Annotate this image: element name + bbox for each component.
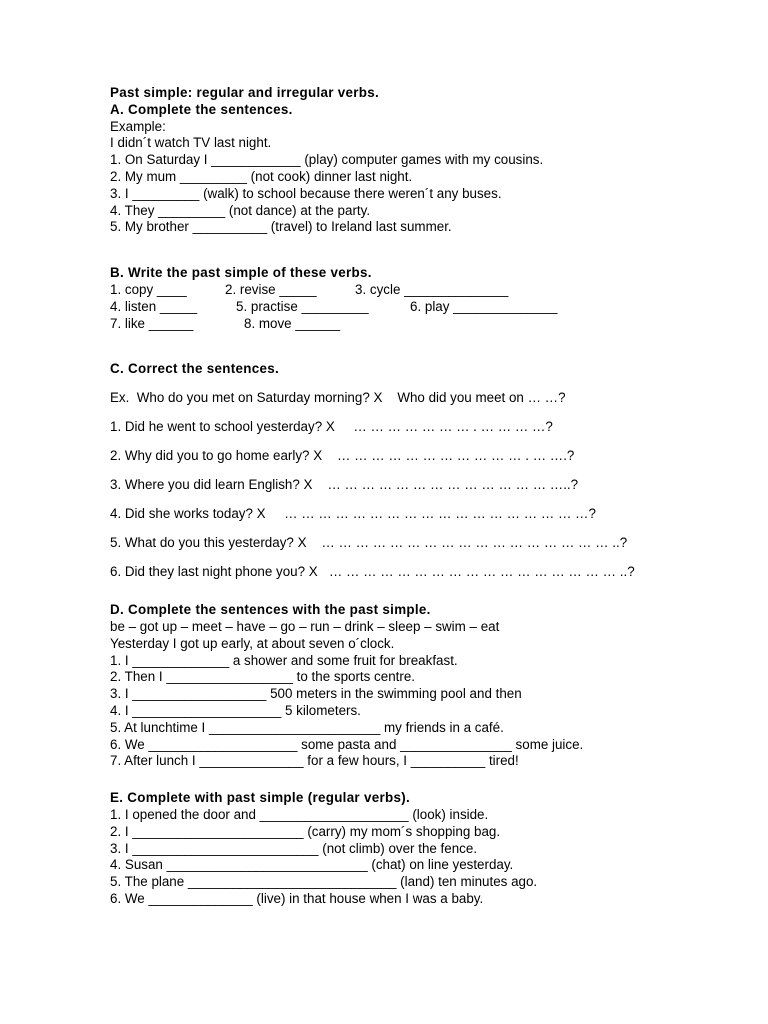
correction-answer-line: … … … … … … … . … … … …?: [353, 419, 553, 435]
verb-item: 6. play ______________: [410, 298, 558, 314]
correction-answer-line: … … … … … … … … … … … … … … … … … ..?: [321, 535, 628, 551]
exercise-item: 2. My mum _________ (not cook) dinner last night.: [110, 168, 413, 184]
correction-item: [110, 477, 750, 494]
exercise-item: 1. I _____________ a shower and some fruit for breakfast.: [110, 652, 458, 668]
section-a-heading: A. Complete the sentences.: [110, 101, 293, 117]
correction-item: [110, 535, 750, 552]
correction-sentence: 5. What do you this yesterday? X: [110, 535, 307, 551]
section-b: [110, 265, 750, 332]
correction-sentence: 1. Did he went to school yesterday? X: [110, 419, 335, 435]
exercise-item: 5. The plane ____________________________ (land) ten minutes ago.: [110, 874, 538, 890]
example-sentence: I didn´t watch TV last night.: [110, 135, 272, 151]
correction-example: [110, 390, 750, 407]
exercise-item: 6. We ______________ (live) in that house when I was a baby.: [110, 890, 484, 906]
verb-item: 8. move ______: [244, 315, 341, 331]
verb-row: [110, 316, 750, 333]
correction-item: [110, 448, 750, 465]
correction-sentence: 3. Where you did learn English? X: [110, 477, 313, 493]
exercise-item: 4. They _________ (not dance) at the party.: [110, 202, 371, 218]
correction-answer-line: … … … … … … … … … … … … … … … … … …?: [284, 506, 596, 522]
verb-item: 2. revise _____: [225, 281, 317, 297]
word-bank: be – got up – meet – have – go – run – drink – sleep – swim – eat: [110, 619, 500, 635]
section-d-heading: D. Complete the sentences with the past simple.: [110, 602, 431, 618]
verb-item: 3. cycle ______________: [355, 281, 509, 297]
correction-answer-line: … … … … … … … … … … … … … … … … … ..?: [328, 564, 635, 580]
exercise-item: 3. I __________________ 500 meters in the swimming pool and then: [110, 686, 522, 702]
section-a: [110, 102, 750, 236]
exercise-item: 7. After lunch I ______________ for a few hours, I __________ tired!: [110, 753, 519, 769]
verb-item: 4. listen _____: [110, 298, 198, 314]
section-b-heading: B. Write the past simple of these verbs.: [110, 265, 372, 281]
correction-sentence: 4. Did she works today? X: [110, 506, 266, 522]
verb-row: [110, 282, 750, 299]
verb-item: 5. practise _________: [236, 298, 369, 314]
verb-item: 7. like ______: [110, 315, 194, 331]
correction-answer-line: … … … … … … … … … … … … … …..?: [327, 477, 579, 493]
section-c-heading: C. Correct the sentences.: [110, 361, 279, 377]
exercise-item: 3. I _________ (walk) to school because there weren´t any buses.: [110, 185, 502, 201]
correction-answer-line: … … … … … … … … … … … . … ….?: [337, 448, 575, 464]
exercise-item: 4. Susan ___________________________ (chat) on line yesterday.: [110, 857, 514, 873]
intro-sentence: Yesterday I got up early, at about seven o´clock.: [110, 635, 395, 651]
section-e: [110, 790, 750, 908]
exercise-item: 1. I opened the door and ____________________ (look) inside.: [110, 807, 489, 822]
verb-row: [110, 299, 750, 316]
exercise-item: 5. My brother __________ (travel) to Ireland last summer.: [110, 219, 452, 235]
correction-item: [110, 506, 750, 523]
verb-item: 1. copy ____: [110, 281, 187, 297]
correction-answer: Who did you meet on … …?: [397, 390, 566, 406]
exercise-item: 3. I _________________________ (not climb) over the fence.: [110, 840, 478, 856]
exercise-item: 4. I ____________________ 5 kilometers.: [110, 703, 361, 719]
exercise-item: 1. On Saturday I ____________ (play) computer games with my cousins.: [110, 152, 544, 168]
correction-item: [110, 564, 750, 581]
exercise-item: 6. We ____________________ some pasta and _______________ some juice.: [110, 736, 584, 752]
section-e-heading: E. Complete with past simple (regular verbs).: [110, 790, 410, 806]
worksheet: [110, 85, 750, 908]
correction-sentence: 2. Why did you to go home early? X: [110, 448, 323, 464]
correction-sentence: 6. Did they last night phone you? X: [110, 564, 318, 580]
exercise-item: 5. At lunchtime I _______________________ my friends in a café.: [110, 719, 504, 735]
correction-item: [110, 419, 750, 436]
correction-sentence: Ex. Who do you met on Saturday morning? X: [110, 390, 383, 406]
section-c: [110, 361, 750, 581]
exercise-item: 2. Then I _________________ to the sports centre.: [110, 669, 415, 685]
worksheet-title: Past simple: regular and irregular verbs.: [110, 85, 380, 100]
example-label: Example:: [110, 118, 166, 134]
section-d: [110, 602, 750, 770]
exercise-item: 2. I _______________________ (carry) my mom´s shopping bag.: [110, 823, 501, 839]
